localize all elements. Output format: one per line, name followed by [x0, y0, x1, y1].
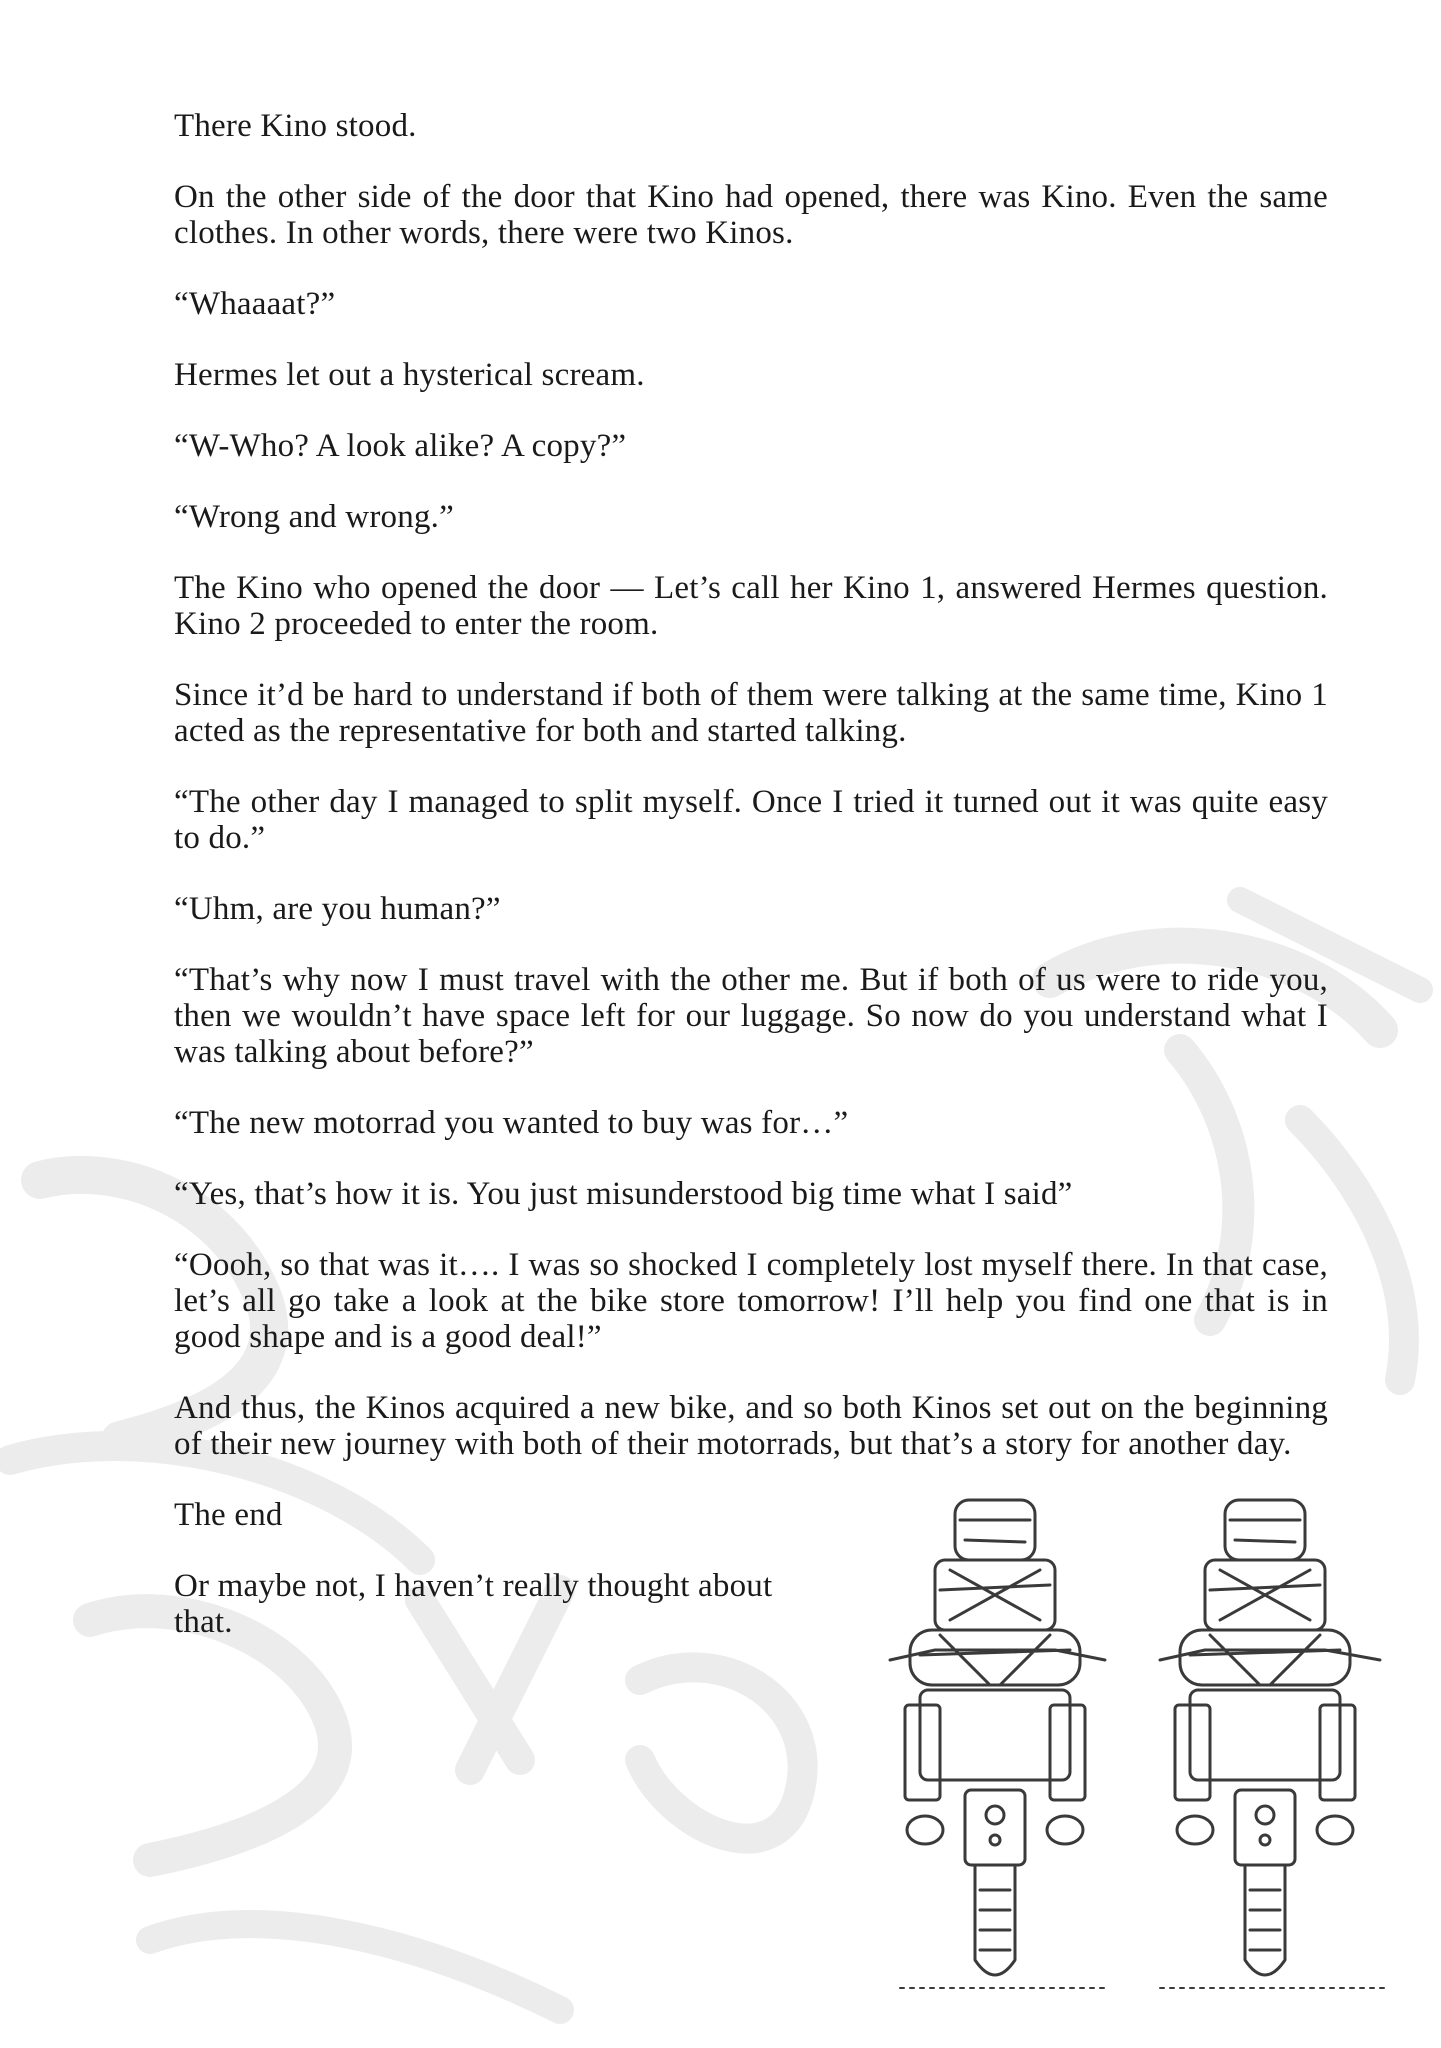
paragraph: The Kino who opened the door — Let’s call her Kino 1, answered Hermes question. Kino 2 proceeded to enter the room. [174, 570, 1328, 642]
paragraph-afterword: Or maybe not, I haven’t really thought about that. [174, 1568, 773, 1640]
right-motorcycle-sketch [1160, 1500, 1385, 1988]
paragraph: “The new motorrad you wanted to buy was for…” [174, 1105, 849, 1141]
paragraph: “Oooh, so that was it…. I was so shocked I completely lost myself there. In that case, let’s all go take a look at the bike store tomorrow! I’ll help you find one that is in good shape and is a good deal!” [174, 1247, 1328, 1355]
motorcycles-illustration [880, 1490, 1400, 2010]
left-motorcycle-sketch [890, 1500, 1110, 1988]
paragraph: “That’s why now I must travel with the other me. But if both of us were to ride you, then we wouldn’t have space left for our luggage. So now do you understand what I was talking about before?” [174, 962, 1328, 1070]
paragraph: Since it’d be hard to understand if both of them were talking at the same time, Kino 1 acted as the representative for both and started talking. [174, 677, 1328, 749]
paragraph-the-end: The end [174, 1497, 283, 1533]
paragraph: “Wrong and wrong.” [174, 499, 454, 535]
paragraph: And thus, the Kinos acquired a new bike, and so both Kinos set out on the beginning of their new journey with both of their motorrads, but that’s a story for another day. [174, 1390, 1328, 1462]
paragraph: On the other side of the door that Kino had opened, there was Kino. Even the same clothes. In other words, there were two Kinos. [174, 179, 1328, 251]
paragraph: “Uhm, are you human?” [174, 891, 501, 927]
paragraph: “W-Who? A look alike? A copy?” [174, 428, 627, 464]
paragraph: “Whaaaat?” [174, 286, 336, 322]
paragraph: “The other day I managed to split myself. Once I tried it turned out it was quite easy to do.” [174, 784, 1328, 856]
paragraph: “Yes, that’s how it is. You just misunderstood big time what I said” [174, 1176, 1073, 1212]
paragraph: Hermes let out a hysterical scream. [174, 357, 645, 393]
paragraph: There Kino stood. [174, 108, 417, 144]
story-text [174, 108, 1328, 1675]
